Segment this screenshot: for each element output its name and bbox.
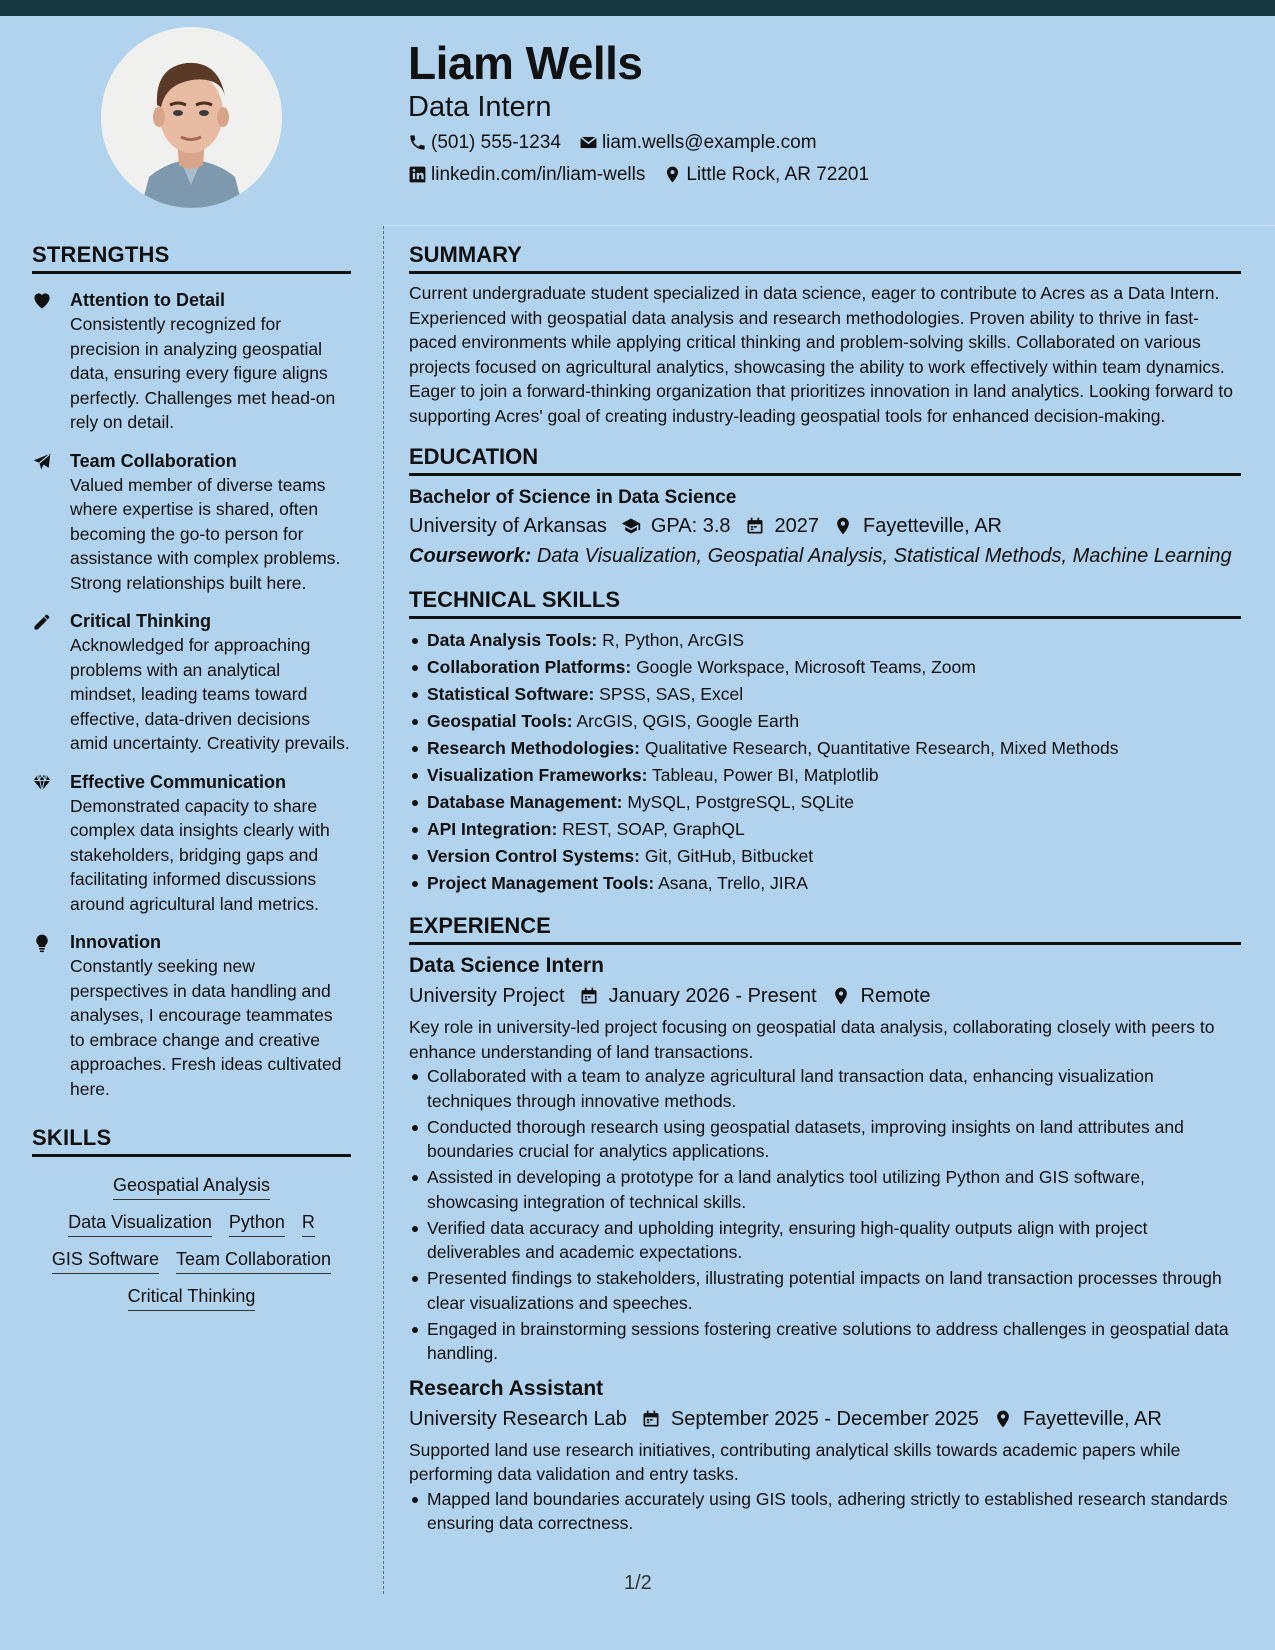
list-item: [409, 708, 1241, 735]
strength-desc: Consistently recognized for precision in analyzing geospatial data, ensuring every figure aligns perfectly. Challenges met head-on rely on detail.: [70, 314, 336, 432]
strength-title: Innovation: [70, 932, 161, 952]
calendar-icon: [745, 516, 765, 536]
skill-value: Google Workspace, Microsoft Teams, Zoom: [636, 657, 976, 677]
graduation-cap-icon: [621, 516, 641, 536]
skill-value: Qualitative Research, Quantitative Research, Mixed Methods: [644, 738, 1119, 758]
degree-name: Bachelor of Science in Data Science: [409, 487, 737, 508]
gpa: [621, 511, 731, 541]
job-meta: [409, 1404, 1241, 1434]
map-pin-icon: [831, 986, 851, 1006]
location-text: Little Rock, AR 72201: [686, 163, 870, 185]
skill-label: Visualization Frameworks:: [427, 765, 648, 785]
skill-tag: Critical Thinking: [128, 1286, 256, 1311]
job-org: University Project: [409, 985, 565, 1007]
contact-row-2: [408, 164, 887, 186]
job-location: [831, 981, 931, 1011]
education-section: [409, 444, 1241, 571]
skill-tag: R: [302, 1212, 315, 1237]
skill-tag: Team Collaboration: [176, 1249, 331, 1274]
list-item: [409, 654, 1241, 681]
education-heading: EDUCATION: [409, 444, 1241, 476]
strength-desc: Constantly seeking new perspectives in data handling and analyses, I encourage teammates to embrace change and creative approaches. Fresh ideas cultivated here.: [70, 956, 342, 1099]
paper-plane-icon: [32, 452, 52, 472]
gpa-text: GPA: 3.8: [650, 515, 731, 537]
calendar-icon: [641, 1409, 661, 1429]
coursework-list: Data Visualization, Geospatial Analysis, Statistical Methods, Machine Learning: [536, 545, 1232, 567]
skill-label: Collaboration Platforms:: [427, 657, 632, 677]
list-item: [409, 735, 1241, 762]
technical-skills-section: [409, 587, 1241, 897]
strength-desc: Acknowledged for approaching problems with an analytical mindset, leading teams toward effective, data-driven decisions amid uncertainty. Creativity prevails.: [70, 635, 350, 753]
job-description: Supported land use research initiatives, contributing analytical skills towards academic papers while performing data validation and entry tasks.: [409, 1439, 1181, 1484]
job-description: Key role in university-led project focusing on geospatial data analysis, collaborating closely with peers to enhance understanding of land transactions.: [409, 1017, 1215, 1062]
skill-label: Project Management Tools:: [427, 873, 655, 893]
skill-tag: Python: [229, 1212, 285, 1237]
strength-title: Effective Communication: [70, 771, 287, 792]
skill-label: Geospatial Tools:: [427, 711, 573, 731]
list-item: [409, 762, 1241, 789]
skill-value: ArcGIS, QGIS, Google Earth: [576, 711, 800, 731]
contact-row-1: [408, 132, 887, 154]
column-divider: [383, 226, 384, 1594]
location-text: Fayetteville, AR: [863, 515, 1002, 537]
strength-title: Team Collaboration: [70, 450, 237, 471]
calendar-icon: [579, 986, 599, 1006]
main-content: [409, 242, 1241, 1537]
skills-heading: SKILLS: [32, 1125, 351, 1157]
candidate-name: Liam Wells: [408, 37, 643, 89]
list-item: [409, 789, 1241, 816]
gem-icon: [32, 773, 52, 793]
sidebar: [32, 242, 351, 1311]
job-title: Data Intern: [408, 90, 552, 123]
skill-label: Version Control Systems:: [427, 846, 640, 866]
skill-value: MySQL, PostgreSQL, SQLite: [627, 792, 854, 812]
summary-heading: SUMMARY: [409, 242, 1241, 274]
experience-section: [409, 913, 1241, 1536]
dates-text: September 2025 - December 2025: [670, 1407, 979, 1430]
skill-label: API Integration:: [427, 819, 558, 839]
contact-location: [663, 164, 869, 186]
strength-item: [32, 288, 351, 435]
summary-text: Current undergraduate student specialized in data science, eager to contribute to Acres as a Data Intern. Experienced with geospatial data analysis and research methodologies. Proven ability to thrive in fast-paced environments while applying critical thinking and problem-solving skills. Collaborated on various projects focused on agricultural analytics, showcasing the ability to work effectively within team dynamics. Eager to join a forward-thinking organization that prioritizes innovation in land analytics. Looking forward to supporting Acres' goal of creating industry-leading geospatial tools for enhanced decision-making.: [409, 283, 1233, 426]
envelope-icon: [579, 133, 598, 152]
job-dates: [641, 1404, 979, 1434]
job-location: [993, 1404, 1162, 1434]
job-bullets: [409, 1487, 1241, 1536]
dates-text: January 2026 - Present: [608, 985, 817, 1007]
job-dates: [579, 981, 817, 1011]
list-item: Engaged in brainstorming sessions fostering creative solutions to address challenges in geospatial data handling.: [409, 1317, 1241, 1366]
location-text: Fayetteville, AR: [1022, 1407, 1162, 1430]
coursework: [409, 541, 1241, 571]
strength-title: Critical Thinking: [70, 611, 212, 631]
skill-tag: Geospatial Analysis: [113, 1175, 270, 1200]
year-text: 2027: [774, 515, 820, 537]
technical-skills-heading: TECHNICAL SKILLS: [409, 587, 1241, 619]
list-item: Presented findings to stakeholders, illustrating potential impacts on land transaction processes through clear visualizations and speeches.: [409, 1266, 1241, 1315]
school-name: University of Arkansas: [409, 515, 607, 537]
job-entry: [409, 1374, 1241, 1536]
skill-label: Research Methodologies:: [427, 738, 640, 758]
heart-icon: [32, 291, 52, 311]
education-location: [833, 511, 1002, 541]
job-title: Research Assistant: [409, 1376, 604, 1400]
job-entry: [409, 951, 1241, 1366]
technical-skills-list: [409, 627, 1241, 897]
list-item: [409, 843, 1241, 870]
list-item: Collaborated with a team to analyze agricultural land transaction data, enhancing visualization techniques through innovative methods.: [409, 1064, 1241, 1113]
map-pin-icon: [833, 516, 853, 536]
page-number: 1/2: [624, 1572, 652, 1594]
strengths-heading: STRENGTHS: [32, 242, 351, 274]
strength-title: Attention to Detail: [70, 290, 225, 310]
list-item: Assisted in developing a prototype for a land analytics tool utilizing Python and GIS software, showcasing integration of technical skills.: [409, 1165, 1241, 1214]
graduation-year: [745, 511, 820, 541]
skill-value: Tableau, Power BI, Matplotlib: [652, 765, 879, 785]
skills-tags: [32, 1163, 351, 1311]
list-item: [409, 870, 1241, 897]
top-bar: [0, 0, 1275, 16]
summary-section: [409, 242, 1241, 428]
lightbulb-icon: [32, 933, 52, 953]
map-pin-icon: [993, 1409, 1013, 1429]
skill-value: Asana, Trello, JIRA: [658, 873, 808, 893]
location-text: Remote: [860, 985, 931, 1007]
contact-phone: [408, 132, 561, 154]
skill-label: Data Analysis Tools:: [427, 630, 598, 650]
job-title: Data Science Intern: [409, 954, 604, 977]
linkedin-icon: [408, 165, 427, 184]
experience-heading: EXPERIENCE: [409, 913, 1241, 945]
skill-label: Statistical Software:: [427, 684, 595, 704]
strength-desc: Demonstrated capacity to share complex data insights clearly with stakeholders, bridging gaps and facilitating informed discussions around agricultural land metrics.: [70, 795, 330, 914]
list-item: Mapped land boundaries accurately using GIS tools, adhering strictly to established research standards ensuring data correctness.: [409, 1487, 1241, 1536]
contact-linkedin[interactable]: [408, 164, 645, 186]
skill-value: REST, SOAP, GraphQL: [562, 819, 745, 839]
list-item: [409, 627, 1241, 654]
header: [408, 38, 887, 186]
skill-tag: Data Visualization: [68, 1212, 212, 1237]
list-item: [409, 681, 1241, 708]
phone-text: (501) 555-1234: [431, 131, 561, 153]
linkedin-text: linkedin.com/in/liam-wells: [431, 163, 646, 185]
strength-item: [32, 609, 351, 756]
header-divider: [384, 225, 1275, 226]
list-item: Verified data accuracy and upholding integrity, ensuring high-quality outputs align with project deliverables and academic expectations.: [409, 1216, 1241, 1265]
profile-photo: [101, 27, 282, 208]
avatar: [101, 27, 282, 208]
skill-value: SPSS, SAS, Excel: [599, 684, 744, 704]
education-meta: [409, 511, 1241, 541]
job-org: University Research Lab: [409, 1407, 627, 1430]
contact-email[interactable]: [579, 132, 817, 154]
phone-icon: [408, 133, 427, 152]
strength-desc: Valued member of diverse teams where expertise is shared, often becoming the go-to person for assistance with complex problems. Strong relationships built here.: [70, 474, 341, 593]
list-item: [409, 816, 1241, 843]
map-pin-icon: [663, 165, 682, 184]
pencil-icon: [32, 612, 52, 632]
job-meta: [409, 981, 1241, 1011]
strength-item: [32, 449, 351, 596]
skill-label: Database Management:: [427, 792, 623, 812]
skill-value: R, Python, ArcGIS: [602, 630, 745, 650]
strength-item: [32, 930, 351, 1101]
list-item: Conducted thorough research using geospatial datasets, improving insights on land attributes and boundaries crucial for analytics applications.: [409, 1115, 1241, 1164]
coursework-label: Coursework:: [409, 545, 532, 567]
skill-tag: GIS Software: [52, 1249, 159, 1274]
job-bullets: [409, 1064, 1241, 1366]
email-text: liam.wells@example.com: [601, 131, 817, 153]
strength-item: [32, 770, 351, 917]
skill-value: Git, GitHub, Bitbucket: [644, 846, 814, 866]
